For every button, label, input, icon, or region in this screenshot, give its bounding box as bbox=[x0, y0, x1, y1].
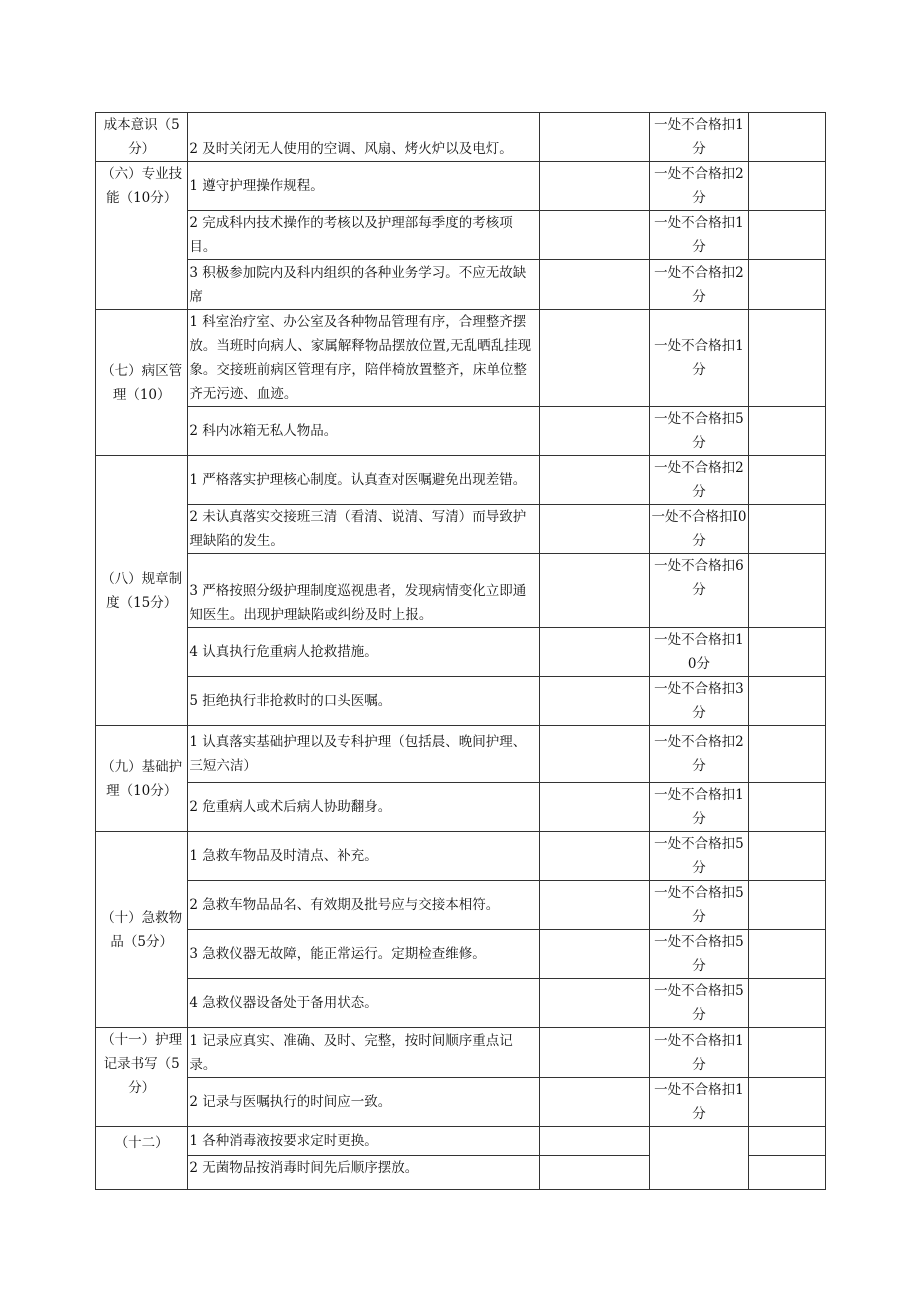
requirement-cell: 2 危重病人或术后病人协助翻身。 bbox=[188, 783, 539, 832]
deduction-cell: 一处不合格扣10分 bbox=[650, 628, 748, 677]
score-cell bbox=[748, 832, 825, 881]
deduction-cell: 一处不合格扣5分 bbox=[650, 881, 748, 930]
table-row bbox=[96, 881, 826, 930]
blank-cell bbox=[539, 554, 649, 628]
requirement-cell: 1 遵守护理操作规程。 bbox=[188, 162, 539, 211]
table-row bbox=[96, 113, 826, 162]
requirement-cell: 2 记录与医嘱执行的时间应一致。 bbox=[188, 1078, 539, 1127]
table-row bbox=[96, 628, 826, 677]
requirement-cell: 1 急救车物品及时清点、补充。 bbox=[188, 832, 539, 881]
category-cell: （十）急救物品（5分） bbox=[96, 832, 188, 1028]
requirement-cell: 4 急救仪器设备处于备用状态。 bbox=[188, 979, 539, 1028]
score-cell bbox=[748, 407, 825, 456]
table-row bbox=[96, 930, 826, 979]
category-cell: （九）基础护理（10分） bbox=[96, 726, 188, 832]
table-row bbox=[96, 505, 826, 554]
table-row bbox=[96, 456, 826, 505]
blank-cell bbox=[539, 726, 649, 783]
requirement-cell: 1 各种消毒液按要求定时更换。 bbox=[188, 1127, 539, 1156]
blank-cell bbox=[539, 1078, 649, 1127]
blank-cell bbox=[539, 456, 649, 505]
score-cell bbox=[748, 1078, 825, 1127]
score-cell bbox=[748, 930, 825, 979]
score-cell bbox=[748, 628, 825, 677]
score-cell bbox=[748, 260, 825, 310]
deduction-cell: 一处不合格扣5分 bbox=[650, 930, 748, 979]
blank-cell bbox=[539, 505, 649, 554]
blank-cell bbox=[539, 211, 649, 260]
table-row bbox=[96, 1127, 826, 1156]
score-cell bbox=[748, 881, 825, 930]
blank-cell bbox=[539, 628, 649, 677]
deduction-cell: 一处不合格扣3分 bbox=[650, 677, 748, 726]
blank-cell bbox=[539, 677, 649, 726]
table-row bbox=[96, 677, 826, 726]
nursing-evaluation-table bbox=[95, 112, 826, 1190]
score-cell bbox=[748, 162, 825, 211]
deduction-cell: 一处不合格扣1分 bbox=[650, 1028, 748, 1078]
deduction-cell bbox=[650, 1127, 748, 1190]
blank-cell bbox=[539, 162, 649, 211]
category-cell: （十一）护理记录书写（5分） bbox=[96, 1028, 188, 1127]
score-cell bbox=[748, 1156, 825, 1190]
score-cell bbox=[748, 1028, 825, 1078]
score-cell bbox=[748, 1127, 825, 1156]
table-row bbox=[96, 1078, 826, 1127]
score-cell bbox=[748, 677, 825, 726]
table-row bbox=[96, 726, 826, 783]
table-row bbox=[96, 554, 826, 628]
requirement-cell: 1 科室治疗室、办公室及各种物品管理有序，合理整齐摆放。当班时向病人、家属解释物品摆放位置,无乱晒乱挂现象。交接班前病区管理有序，陪伴椅放置整齐，床单位整齐无污迹、血迹。 bbox=[188, 310, 539, 407]
requirement-cell: 2 未认真落实交接班三清（看清、说清、写清）而导致护理缺陷的发生。 bbox=[188, 505, 539, 554]
requirement-cell: 1 严格落实护理核心制度。认真查对医嘱避免出现差错。 bbox=[188, 456, 539, 505]
table-row bbox=[96, 162, 826, 211]
score-cell bbox=[748, 505, 825, 554]
requirement-cell: 2 完成科内技术操作的考核以及护理部每季度的考核项目。 bbox=[188, 211, 539, 260]
table-row bbox=[96, 832, 826, 881]
score-cell bbox=[748, 113, 825, 162]
deduction-cell: 一处不合格扣1分 bbox=[650, 783, 748, 832]
category-cell: 成本意识（5分） bbox=[96, 113, 188, 162]
score-cell bbox=[748, 783, 825, 832]
score-cell bbox=[748, 211, 825, 260]
score-cell bbox=[748, 310, 825, 407]
blank-cell bbox=[539, 310, 649, 407]
table-row bbox=[96, 1028, 826, 1078]
category-cell: （十二） bbox=[96, 1127, 188, 1190]
blank-cell bbox=[539, 1028, 649, 1078]
requirement-cell: 2 科内冰箱无私人物品。 bbox=[188, 407, 539, 456]
blank-cell bbox=[539, 979, 649, 1028]
category-cell: （八）规章制度（15分） bbox=[96, 456, 188, 726]
table-row bbox=[96, 211, 826, 260]
table-row bbox=[96, 783, 826, 832]
requirement-cell: 3 急救仪器无故障，能正常运行。定期检查维修。 bbox=[188, 930, 539, 979]
blank-cell bbox=[539, 1156, 649, 1190]
blank-cell bbox=[539, 1127, 649, 1156]
deduction-cell: 一处不合格扣1分 bbox=[650, 211, 748, 260]
requirement-cell: 2 急救车物品品名、有效期及批号应与交接本相符。 bbox=[188, 881, 539, 930]
deduction-cell: 一处不合格扣5分 bbox=[650, 407, 748, 456]
score-cell bbox=[748, 456, 825, 505]
deduction-cell: 一处不合格扣6分 bbox=[650, 554, 748, 628]
requirement-cell: 5 拒绝执行非抢救时的口头医嘱。 bbox=[188, 677, 539, 726]
blank-cell bbox=[539, 832, 649, 881]
table-row bbox=[96, 407, 826, 456]
deduction-cell: 一处不合格扣2分 bbox=[650, 456, 748, 505]
blank-cell bbox=[539, 260, 649, 310]
deduction-cell: 一处不合格扣I0分 bbox=[650, 505, 748, 554]
deduction-cell: 一处不合格扣1分 bbox=[650, 113, 748, 162]
category-cell: （七）病区管理（10） bbox=[96, 310, 188, 456]
table-row bbox=[96, 260, 826, 310]
blank-cell bbox=[539, 113, 649, 162]
requirement-cell: 2 及时关闭无人使用的空调、风扇、烤火炉以及电灯。 bbox=[188, 113, 539, 162]
requirement-cell: 1 认真落实基础护理以及专科护理（包括晨、晚间护理、三短六洁） bbox=[188, 726, 539, 783]
blank-cell bbox=[539, 783, 649, 832]
blank-cell bbox=[539, 930, 649, 979]
deduction-cell: 一处不合格扣2分 bbox=[650, 260, 748, 310]
deduction-cell: 一处不合格扣5分 bbox=[650, 832, 748, 881]
requirement-cell: 2 无菌物品按消毒时间先后顺序摆放。 bbox=[188, 1156, 539, 1190]
score-cell bbox=[748, 979, 825, 1028]
deduction-cell: 一处不合格扣1分 bbox=[650, 1078, 748, 1127]
requirement-cell: 3 积极参加院内及科内组织的各种业务学习。不应无故缺席 bbox=[188, 260, 539, 310]
deduction-cell: 一处不合格扣1分 bbox=[650, 310, 748, 407]
score-cell bbox=[748, 726, 825, 783]
category-cell: （六）专业技能（10分） bbox=[96, 162, 188, 310]
deduction-cell: 一处不合格扣5分 bbox=[650, 979, 748, 1028]
table-row bbox=[96, 310, 826, 407]
table-row bbox=[96, 979, 826, 1028]
deduction-cell: 一处不合格扣2分 bbox=[650, 726, 748, 783]
requirement-cell: 3 严格按照分级护理制度巡视患者，发现病情变化立即通知医生。出现护理缺陷或纠纷及时上报。 bbox=[188, 554, 539, 628]
blank-cell bbox=[539, 881, 649, 930]
requirement-cell: 4 认真执行危重病人抢救措施。 bbox=[188, 628, 539, 677]
requirement-cell: 1 记录应真实、准确、及时、完整，按时间顺序重点记录。 bbox=[188, 1028, 539, 1078]
blank-cell bbox=[539, 407, 649, 456]
score-cell bbox=[748, 554, 825, 628]
deduction-cell: 一处不合格扣2分 bbox=[650, 162, 748, 211]
